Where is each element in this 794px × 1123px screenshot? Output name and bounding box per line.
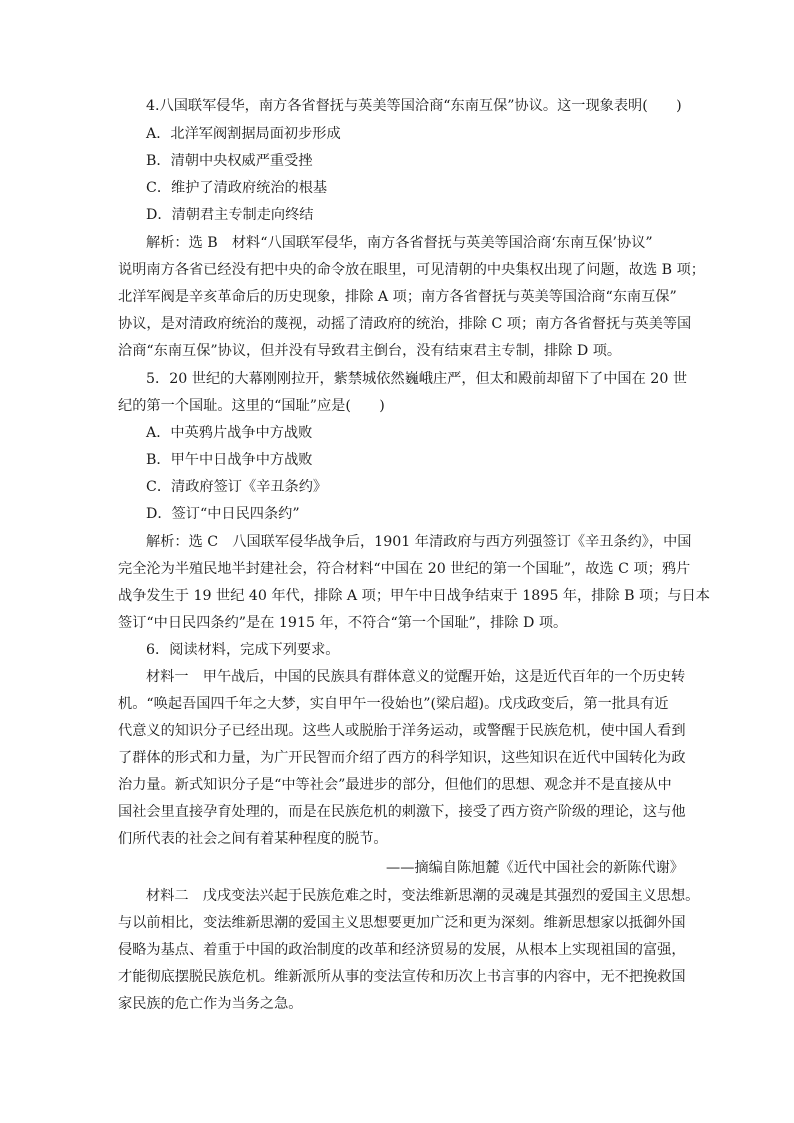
question-4-analysis-line: 北洋军阀是辛亥革命后的历史现象，排除 A 项；南方各省督抚与英美等国洽商“东南互保”	[118, 289, 677, 305]
question-4-option-b: B．清朝中央权威严重受挫	[146, 153, 313, 169]
material-1-line: 代意义的知识分子已经出现。这些人或脱胎于洋务运动，或警醒于民族危机，使中国人看到	[118, 723, 686, 739]
question-5-analysis-line: 战争发生于 19 世纪 40 年代，排除 A 项；甲午中日战争结束于 1895 年，排除 B 项；与日本	[118, 588, 710, 604]
question-5-analysis-line: 签订“中日民四条约”是在 1915 年，不符合“第一个国耻”，排除 D 项。	[118, 615, 568, 631]
question-5-option-b: B．甲午中日战争中方战败	[146, 452, 313, 468]
material-1-line: 材料一 甲午战后，中国的民族具有群体意义的觉醒开始，这是近代百年的一个历史转	[146, 669, 686, 685]
question-4-analysis-line: 说明南方各省已经没有把中央的命令放在眼里，可见清朝的中央集权出现了问题，故选 B 项；	[118, 262, 705, 278]
material-1-source: ——摘编自陈旭麓《近代中国社会的新陈代谢》	[386, 860, 684, 876]
material-2-line: 侵略为基点、着重于中国的政治制度的改革和经济贸易的发展，从根本上实现祖国的富强，	[118, 942, 686, 958]
material-1-line: 国社会里直接孕育处理的，而是在民族危机的刺激下，接受了西方资产阶级的理论，这与他	[118, 804, 686, 820]
question-4-option-a: A．北洋军阀割据局面初步形成	[146, 126, 341, 142]
question-5-option-c: C．清政府签订《辛丑条约》	[146, 479, 328, 495]
material-1-line: 了群体的形式和力量，为广开民智而介绍了西方的科学知识，这些知识在近代中国转化为政	[118, 750, 686, 766]
question-5-stem: 纪的第一个国耻。这里的“国耻”应是( )	[118, 398, 385, 414]
question-5-analysis-line: 解析：选 C 八国联军侵华战争后，1901 年清政府与西方列强签订《辛丑条约》，中国	[146, 534, 692, 550]
question-4-analysis-line: 协议，是对清政府统治的蔑视，动摇了清政府的统治，排除 C 项；南方各省督抚与英美等国	[118, 316, 692, 332]
material-2-line: 家民族的危亡作为当务之急。	[118, 996, 303, 1012]
question-5-option-a: A．中英鸦片战争中方战败	[146, 425, 313, 441]
question-5-analysis-line: 完全沦为半殖民地半封建社会，符合材料“中国在 20 世纪的第一个国耻”，故选 C 项；鸦片	[118, 561, 691, 577]
material-1-line: 们所代表的社会之间有着某种程度的脱节。	[118, 831, 388, 847]
question-6-stem: 6．阅读材料，完成下列要求。	[146, 642, 340, 658]
question-4-stem: 4.八国联军侵华，南方各省督抚与英美等国洽商“东南互保”协议。这一现象表明( )	[146, 98, 682, 114]
material-1-line: 治力量。新式知识分子是“中等社会”最进步的部分，但他们的思想、观念并不是直接从中	[118, 777, 672, 793]
question-4-analysis-line: 解析：选 B 材料“八国联军侵华，南方各省督抚与英美等国洽商‘东南互保’协议”	[146, 235, 653, 251]
material-2-line: 才能彻底摆脱民族危机。维新派所从事的变法宣传和历次上书言事的内容中，无不把挽救国	[118, 969, 686, 985]
question-4-option-c: C．维护了清政府统治的根基	[146, 180, 328, 196]
question-4-option-d: D．清朝君主专制走向终结	[146, 207, 314, 223]
question-4-analysis-line: 洽商“东南互保”协议，但并没有导致君主倒台，没有结束君主专制，排除 D 项。	[118, 343, 622, 359]
question-5-stem: 5．20 世纪的大幕刚刚拉开，紫禁城依然巍峨庄严，但太和殿前却留下了中国在 20 世	[146, 371, 688, 387]
material-2-line: 材料二 戊戌变法兴起于民族危难之时，变法维新思潮的灵魂是其强烈的爱国主义思想。	[146, 888, 700, 904]
question-5-option-d: D．签订“中日民四条约”	[146, 506, 300, 522]
material-2-line: 与以前相比，变法维新思潮的爱国主义思想要更加广泛和更为深刻。维新思想家以抵御外国	[118, 915, 686, 931]
material-1-line: 机。“唤起吾国四千年之大梦，实自甲午一役始也”(梁启超)。戊戌政变后，第一批具有近	[118, 696, 669, 712]
